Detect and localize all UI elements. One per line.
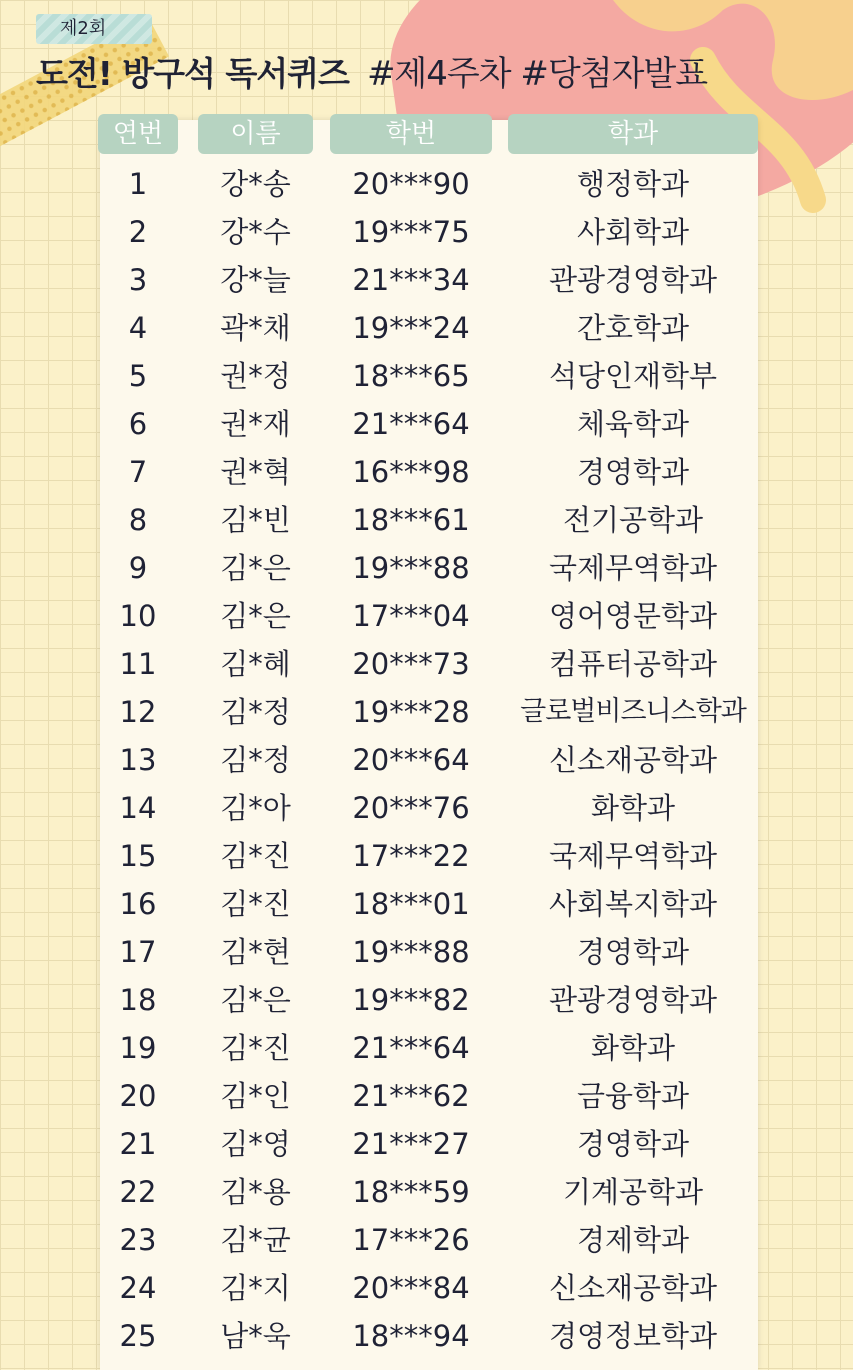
table-cell-number: 8 — [128, 503, 148, 537]
table-cell-name: 김*정 — [220, 743, 291, 777]
table-cell-name: 김*은 — [220, 551, 291, 585]
table-row — [0, 592, 853, 640]
table-cell-student-id: 18***65 — [352, 359, 470, 393]
table-cell-name: 곽*채 — [220, 311, 291, 345]
table-cell-number: 20 — [119, 1079, 157, 1113]
table-cell-number: 3 — [128, 263, 148, 297]
table-cell-student-id: 19***88 — [352, 935, 470, 969]
table-cell-name: 김*은 — [220, 983, 291, 1017]
table-cell-student-id: 19***82 — [352, 983, 470, 1017]
table-cell-number: 13 — [119, 743, 157, 777]
table-cell-department: 체육학과 — [576, 407, 690, 441]
table-cell-department: 사회학과 — [576, 215, 690, 249]
table-cell-student-id: 21***34 — [352, 263, 470, 297]
table-cell-name: 김*인 — [220, 1079, 291, 1113]
header-number: 연번 — [98, 114, 178, 154]
table-cell-name: 김*은 — [220, 599, 291, 633]
table-cell-number: 11 — [119, 647, 157, 681]
table-cell-name: 남*욱 — [220, 1319, 291, 1353]
table-cell-name: 김*혜 — [220, 647, 291, 681]
table-cell-name: 권*정 — [220, 359, 291, 393]
table-cell-department: 신소재공학과 — [548, 1271, 718, 1305]
table-cell-student-id: 21***27 — [352, 1127, 470, 1161]
table-cell-number: 1 — [128, 167, 148, 201]
table-row — [0, 1216, 853, 1264]
table-cell-name: 김*용 — [220, 1175, 291, 1209]
table-cell-name: 강*송 — [220, 167, 291, 201]
table-cell-number: 15 — [119, 839, 157, 873]
table-cell-student-id: 16***98 — [352, 455, 470, 489]
table-cell-student-id: 19***24 — [352, 311, 470, 345]
table-cell-department: 경영학과 — [576, 935, 690, 969]
table-cell-number: 22 — [119, 1175, 157, 1209]
table-cell-department: 행정학과 — [576, 167, 690, 201]
table-cell-number: 25 — [119, 1319, 157, 1353]
table-cell-name: 김*영 — [220, 1127, 291, 1161]
table-row — [0, 880, 853, 928]
table-cell-department: 기계공학과 — [562, 1175, 704, 1209]
title-tags: #제4주차 #당첨자발표 — [366, 54, 708, 94]
table-cell-number: 9 — [128, 551, 148, 585]
table-cell-number: 19 — [119, 1031, 157, 1065]
table-cell-student-id: 21***64 — [352, 407, 470, 441]
table-cell-name: 김*정 — [220, 695, 291, 729]
table-cell-department: 컴퓨터공학과 — [548, 647, 718, 681]
table-cell-department: 석당인재학부 — [548, 359, 718, 393]
table-cell-number: 6 — [128, 407, 148, 441]
table-cell-number: 17 — [119, 935, 157, 969]
table-cell-name: 김*아 — [220, 791, 291, 825]
table-cell-student-id: 17***04 — [352, 599, 470, 633]
table-row — [0, 1264, 853, 1312]
table-cell-student-id: 17***22 — [352, 839, 470, 873]
table-cell-department: 경영학과 — [576, 455, 690, 489]
table-row — [0, 1168, 853, 1216]
table-row — [0, 1024, 853, 1072]
table-cell-student-id: 21***62 — [352, 1079, 470, 1113]
table-cell-student-id: 21***64 — [352, 1031, 470, 1065]
table-cell-number: 18 — [119, 983, 157, 1017]
table-cell-student-id: 18***01 — [352, 887, 470, 921]
table-cell-department: 경제학과 — [576, 1223, 690, 1257]
table-cell-number: 14 — [119, 791, 157, 825]
table-cell-student-id: 19***28 — [352, 695, 470, 729]
table-header — [0, 114, 853, 156]
table-cell-department: 신소재공학과 — [548, 743, 718, 777]
table-cell-department: 경영학과 — [576, 1127, 690, 1161]
header-department: 학과 — [508, 114, 758, 154]
table-cell-name: 김*진 — [220, 839, 291, 873]
header-name: 이름 — [198, 114, 313, 154]
table-cell-department: 화학과 — [590, 1031, 676, 1065]
table-cell-number: 2 — [128, 215, 148, 249]
table-cell-number: 21 — [119, 1127, 157, 1161]
table-row — [0, 688, 853, 736]
table-cell-student-id: 20***90 — [352, 167, 470, 201]
table-row — [0, 736, 853, 784]
table-cell-student-id: 18***61 — [352, 503, 470, 537]
table-cell-student-id: 19***88 — [352, 551, 470, 585]
table-cell-department: 국제무역학과 — [548, 551, 718, 585]
table-cell-name: 김*균 — [220, 1223, 291, 1257]
table-row — [0, 640, 853, 688]
table-cell-department: 경영정보학과 — [548, 1319, 718, 1353]
table-cell-number: 12 — [119, 695, 157, 729]
table-cell-department: 화학과 — [590, 791, 676, 825]
table-cell-department: 관광경영학과 — [548, 263, 718, 297]
table-cell-department: 사회복지학과 — [548, 887, 718, 921]
table-cell-department: 금융학과 — [576, 1079, 690, 1113]
table-cell-number: 10 — [119, 599, 157, 633]
table-row — [0, 784, 853, 832]
table-cell-student-id: 17***26 — [352, 1223, 470, 1257]
table-cell-name: 강*수 — [220, 215, 291, 249]
table-row — [0, 304, 853, 352]
table-row — [0, 976, 853, 1024]
table-cell-number: 24 — [119, 1271, 157, 1305]
table-cell-name: 강*늘 — [220, 263, 291, 297]
table-cell-student-id: 20***73 — [352, 647, 470, 681]
table-cell-student-id: 18***59 — [352, 1175, 470, 1209]
table-cell-number: 16 — [119, 887, 157, 921]
table-cell-student-id: 19***75 — [352, 215, 470, 249]
table-cell-number: 7 — [128, 455, 148, 489]
table-row — [0, 400, 853, 448]
episode-badge: 제2회 — [36, 14, 152, 44]
table-row — [0, 352, 853, 400]
table-row — [0, 256, 853, 304]
table-row — [0, 928, 853, 976]
table-cell-department: 관광경영학과 — [548, 983, 718, 1017]
table-cell-student-id: 20***84 — [352, 1271, 470, 1305]
table-row — [0, 1120, 853, 1168]
table-cell-student-id: 20***64 — [352, 743, 470, 777]
table-cell-name: 김*현 — [220, 935, 291, 969]
page-title — [36, 46, 707, 95]
table-cell-name: 김*진 — [220, 887, 291, 921]
table-cell-department: 글로벌비즈니스학과 — [520, 696, 746, 727]
table-row — [0, 832, 853, 880]
table-cell-name: 김*지 — [220, 1271, 291, 1305]
header-student-id: 학번 — [330, 114, 492, 154]
table-row — [0, 544, 853, 592]
table-cell-department: 영어영문학과 — [548, 599, 718, 633]
table-cell-student-id: 18***94 — [352, 1319, 470, 1353]
table-cell-number: 4 — [128, 311, 148, 345]
table-cell-number: 23 — [119, 1223, 157, 1257]
table-row — [0, 1312, 853, 1360]
table-cell-name: 권*재 — [220, 407, 291, 441]
table-cell-name: 김*빈 — [220, 503, 291, 537]
table-row — [0, 160, 853, 208]
table-row — [0, 1072, 853, 1120]
table-cell-department: 전기공학과 — [562, 503, 704, 537]
table-cell-name: 권*혁 — [220, 455, 291, 489]
table-cell-number: 5 — [128, 359, 148, 393]
table-row — [0, 496, 853, 544]
table-row — [0, 448, 853, 496]
table-cell-department: 국제무역학과 — [548, 839, 718, 873]
table-cell-name: 김*진 — [220, 1031, 291, 1065]
title-text: 도전! 방구석 독서퀴즈 — [36, 54, 349, 93]
table-row — [0, 208, 853, 256]
table-cell-student-id: 20***76 — [352, 791, 470, 825]
table-cell-department: 간호학과 — [576, 311, 690, 345]
